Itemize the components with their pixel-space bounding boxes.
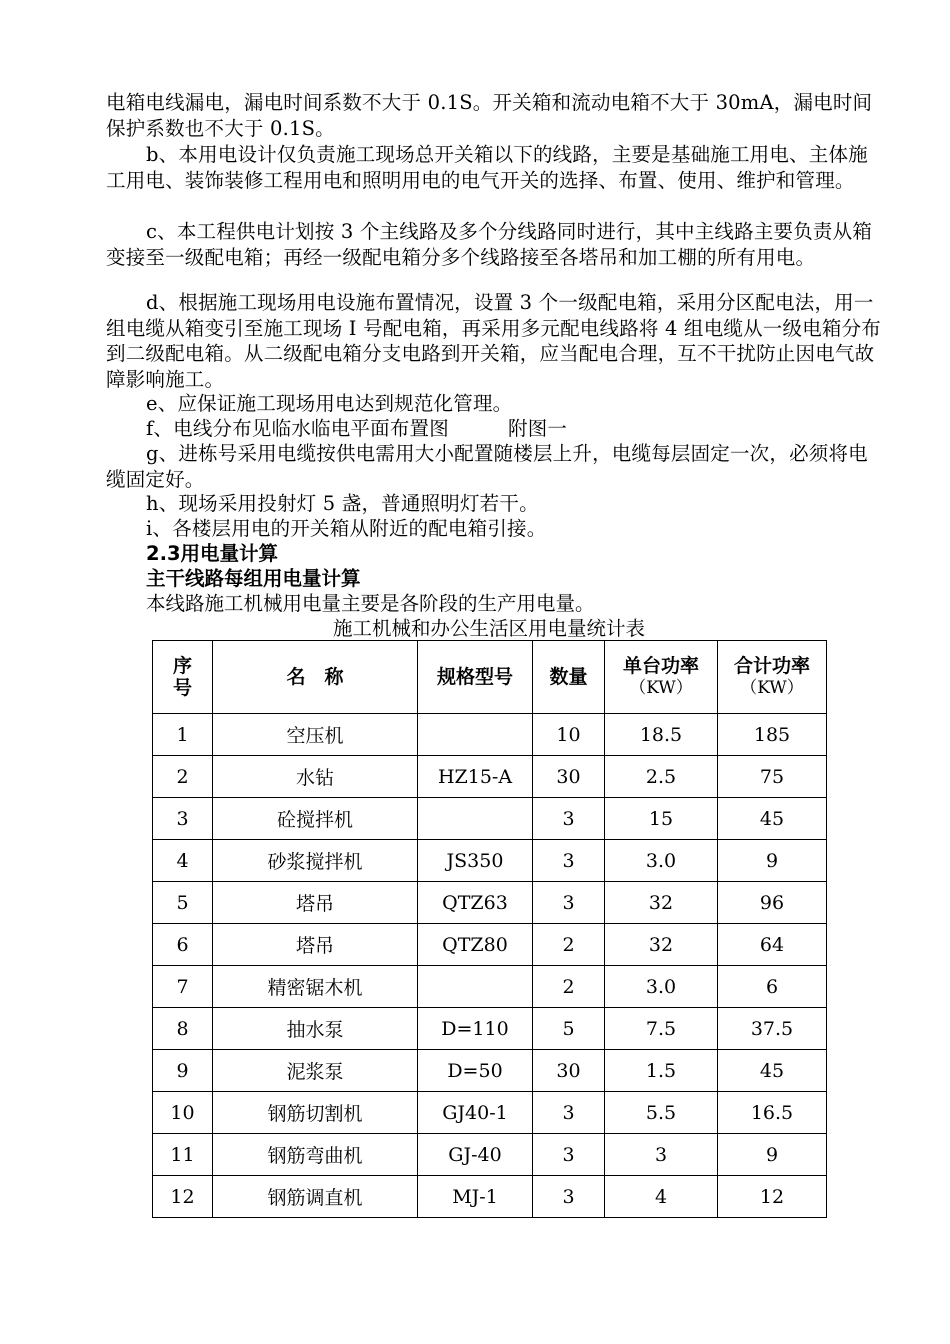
sub-heading: 主干线路每组用电量计算	[146, 567, 361, 590]
cell-total-power: 9	[718, 1134, 827, 1176]
cell-model: QTZ63	[418, 882, 533, 924]
table-row	[153, 924, 827, 966]
paragraph-item-b: b、本用电设计仅负责施工现场总开关箱以下的线路，主要是基础施工用电、主体施工用电、装饰装修工程用电和照明用电的电气开关的选择、布置、使用、维护和管理。	[106, 143, 868, 192]
cell-model	[418, 798, 533, 840]
cell-unit-power: 32	[605, 882, 718, 924]
cell-index: 5	[153, 882, 213, 924]
cell-qty: 3	[533, 882, 605, 924]
cell-total-power: 64	[718, 924, 827, 966]
table-row	[153, 1092, 827, 1134]
cell-index: 2	[153, 756, 213, 798]
cell-qty: 3	[533, 1092, 605, 1134]
header-total-power	[718, 641, 827, 714]
cell-model: QTZ80	[418, 924, 533, 966]
cell-name: 泥浆泵	[213, 1050, 418, 1092]
cell-name: 抽水泵	[213, 1008, 418, 1050]
cell-qty: 2	[533, 924, 605, 966]
table-row	[153, 882, 827, 924]
paragraph-leakage: 电箱电线漏电，漏电时间系数不大于 0.1S。开关箱和流动电箱不大于 30mA，漏电时间保护系数也不大于 0.1S。	[106, 91, 873, 140]
cell-unit-power: 32	[605, 924, 718, 966]
cell-index: 9	[153, 1050, 213, 1092]
table-row	[153, 1134, 827, 1176]
table-row	[153, 1008, 827, 1050]
power-usage-table	[152, 640, 827, 1218]
cell-name: 砼搅拌机	[213, 798, 418, 840]
cell-unit-power: 5.5	[605, 1092, 718, 1134]
table-body	[153, 714, 827, 1218]
header-unit-power-label: 单台功率	[622, 655, 699, 677]
paragraph-item-d: d、根据施工现场用电设施布置情况，设置 3 个一级配电箱，采用分区配电法，用一组电缆从箱变引至施工现场 I 号配电箱，再采用多元配电线路将 4 组电缆从一级电箱分布到二级配电箱。从二级配电箱分支电路到开关箱，应当配电合理，互不干扰防止因电气故障影响施工。	[106, 291, 882, 392]
cell-qty: 3	[533, 1134, 605, 1176]
cell-index: 7	[153, 966, 213, 1008]
paragraph-item-c: c、本工程供电计划按 3 个主线路及多个分线路同时进行，其中主线路主要负责从箱变接至一级配电箱；再经一级配电箱分多个线路接至各塔吊和加工棚的所有用电。	[106, 220, 873, 269]
cell-unit-power: 18.5	[605, 714, 718, 756]
table-header-row	[153, 641, 827, 714]
paragraph-item-e: e、应保证施工现场用电达到规范化管理。	[146, 392, 513, 415]
section-heading: 2.3用电量计算	[146, 542, 279, 565]
cell-unit-power: 3.0	[605, 966, 718, 1008]
cell-model: GJ-40	[418, 1134, 533, 1176]
cell-model: HZ15-A	[418, 756, 533, 798]
cell-qty: 2	[533, 966, 605, 1008]
table-row	[153, 1176, 827, 1218]
table-row	[153, 714, 827, 756]
table-caption: 施工机械和办公生活区用电量统计表	[332, 617, 645, 640]
cell-name: 砂浆搅拌机	[213, 840, 418, 882]
header-unit-power	[605, 641, 718, 714]
cell-index: 8	[153, 1008, 213, 1050]
cell-unit-power: 3	[605, 1134, 718, 1176]
cell-total-power: 75	[718, 756, 827, 798]
cell-name: 水钻	[213, 756, 418, 798]
cell-qty: 10	[533, 714, 605, 756]
cell-unit-power: 1.5	[605, 1050, 718, 1092]
cell-name: 钢筋切割机	[213, 1092, 418, 1134]
cell-total-power: 12	[718, 1176, 827, 1218]
cell-index: 6	[153, 924, 213, 966]
header-total-power-label: 合计功率	[733, 655, 810, 677]
cell-qty: 30	[533, 1050, 605, 1092]
cell-name: 空压机	[213, 714, 418, 756]
cell-unit-power: 2.5	[605, 756, 718, 798]
paragraph-item-h: h、现场采用投射灯 5 盏，普通照明灯若干。	[146, 492, 539, 515]
cell-total-power: 6	[718, 966, 827, 1008]
cell-total-power: 96	[718, 882, 827, 924]
cell-index: 1	[153, 714, 213, 756]
cell-index: 10	[153, 1092, 213, 1134]
header-unit-power-unit: （KW）	[629, 678, 693, 698]
cell-unit-power: 3.0	[605, 840, 718, 882]
cell-index: 12	[153, 1176, 213, 1218]
table-row	[153, 756, 827, 798]
cell-model: GJ40-1	[418, 1092, 533, 1134]
cell-qty: 30	[533, 756, 605, 798]
cell-model	[418, 714, 533, 756]
cell-qty: 3	[533, 798, 605, 840]
cell-total-power: 16.5	[718, 1092, 827, 1134]
header-index: 序号	[153, 641, 213, 714]
paragraph-item-g: g、进栋号采用电缆按供电需用大小配置随楼层上升，电缆每层固定一次，必须将电缆固定好。	[106, 442, 868, 491]
cell-index: 4	[153, 840, 213, 882]
cell-unit-power: 7.5	[605, 1008, 718, 1050]
cell-unit-power: 4	[605, 1176, 718, 1218]
table-row	[153, 1050, 827, 1092]
header-qty: 数量	[533, 641, 605, 714]
cell-qty: 5	[533, 1008, 605, 1050]
paragraph-item-f: f、电线分布见临水临电平面布置图 附图一	[146, 417, 568, 440]
cell-total-power: 185	[718, 714, 827, 756]
cell-name: 钢筋调直机	[213, 1176, 418, 1218]
cell-index: 3	[153, 798, 213, 840]
cell-name: 塔吊	[213, 882, 418, 924]
cell-unit-power: 15	[605, 798, 718, 840]
table-row	[153, 798, 827, 840]
cell-name: 精密锯木机	[213, 966, 418, 1008]
cell-model	[418, 966, 533, 1008]
cell-name: 钢筋弯曲机	[213, 1134, 418, 1176]
cell-qty: 3	[533, 840, 605, 882]
cell-model: MJ-1	[418, 1176, 533, 1218]
cell-total-power: 45	[718, 798, 827, 840]
cell-model: D=110	[418, 1008, 533, 1050]
cell-model: JS350	[418, 840, 533, 882]
cell-name: 塔吊	[213, 924, 418, 966]
intro-line: 本线路施工机械用电量主要是各阶段的生产用电量。	[146, 592, 595, 615]
header-name: 名 称	[213, 641, 418, 714]
paragraph-item-i: i、各楼层用电的开关箱从附近的配电箱引接。	[146, 517, 547, 540]
header-total-power-unit: （KW）	[740, 678, 804, 698]
cell-index: 11	[153, 1134, 213, 1176]
cell-total-power: 45	[718, 1050, 827, 1092]
cell-total-power: 37.5	[718, 1008, 827, 1050]
cell-model: D=50	[418, 1050, 533, 1092]
cell-total-power: 9	[718, 840, 827, 882]
table-row	[153, 966, 827, 1008]
cell-qty: 3	[533, 1176, 605, 1218]
table-row	[153, 840, 827, 882]
header-model: 规格型号	[418, 641, 533, 714]
